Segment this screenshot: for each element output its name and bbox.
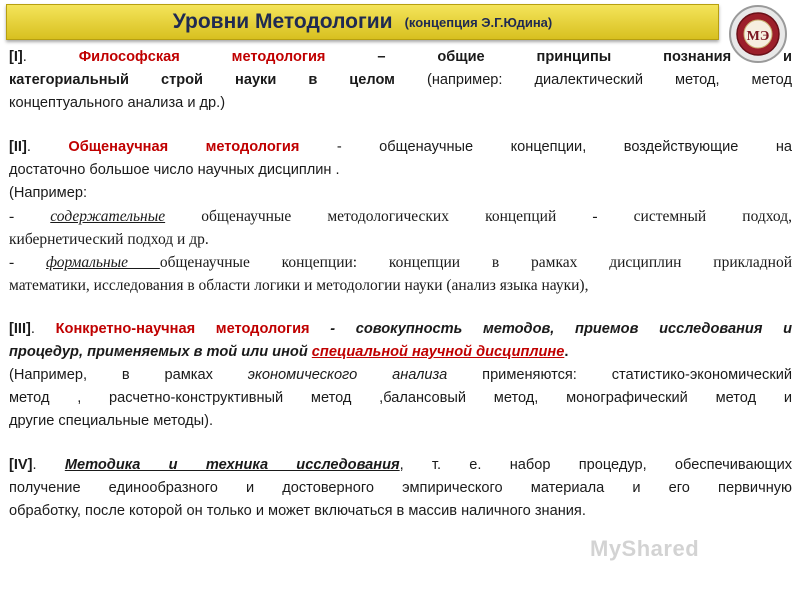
level-2-item-1-line-2: кибернетический подход и др. <box>9 231 209 248</box>
level-1-def-2: категориальный строй науки в целом <box>9 72 395 88</box>
level-3-example-2: метод , расчетно-конструктивный метод ,балансовый метод, монографический метод и <box>9 390 792 406</box>
level-2-def-2: достаточно большое число научных дисциплин . <box>9 162 340 178</box>
level-2-example-label: (Например: <box>9 185 88 201</box>
level-4-sep: . <box>32 457 65 473</box>
level-4-def-3: обработку, после которой он только и может включаться в массив наличного знания. <box>9 503 586 519</box>
level-4-def-1: , т. е. набор процедур, обеспечивающих <box>399 457 793 473</box>
level-3-number: [III] <box>9 321 31 337</box>
level-1-def-1: – общие принципы познания и <box>325 49 793 65</box>
level-4-number: [IV] <box>9 457 33 473</box>
level-3-discipline: специальной научной дисциплине <box>311 344 565 360</box>
page-title: Уровни Методологии <box>172 10 393 33</box>
level-2-name: Общенаучная методология <box>68 139 300 155</box>
level-1-example-1: (например: диалектический метод, метод <box>394 72 792 88</box>
level-3-def-2: процедур, применяемых в той или иной <box>9 344 312 360</box>
level-1-number: [I] <box>9 49 23 65</box>
level-2-item-1-dash: - <box>9 208 51 225</box>
level-3-name: Конкретно-научная методология <box>55 321 310 337</box>
level-2-item-2-line-2: математики, исследования в области логики и методологии науки (анализ языка науки), <box>9 277 589 294</box>
level-1-name: Философская методология <box>78 49 326 65</box>
title-banner <box>6 4 719 40</box>
level-2-item-1-kind: содержательные <box>50 208 166 225</box>
watermark: MyShared <box>590 536 700 561</box>
level-2-item-2-dash: - <box>9 254 46 271</box>
level-3-example-analysis: экономического анализа <box>247 367 448 383</box>
level-4-name: етодика и техника исследования <box>76 457 400 473</box>
level-4-name-initial: М <box>64 457 77 473</box>
level-2: [II]. Общенаучная методология - общенаучные концепции, воздействующие на достаточно большое число научных дисциплин . (Например: - содержательные общенаучные методологических концепций - системный подход, кибернетический подход и др. - формальные общенаучные концепции: концепции в рамках дисциплин прикладной математики, исследования в области логики и методологии науки (анализ языка науки), <box>9 139 792 294</box>
level-3-def-1: - совокупность методов, приемов исследования и <box>309 321 793 337</box>
level-2-number: [II] <box>9 139 27 155</box>
level-3-example-1a: (Например, в рамках <box>9 367 248 383</box>
page-subtitle: (концепция Э.Г.Юдина) <box>404 14 553 30</box>
level-3-def-2-end: . <box>564 344 569 360</box>
level-2-item-2-kind: формальные <box>45 254 160 271</box>
level-3-example-1c: применяются: статистико-экономический <box>447 367 793 383</box>
level-1: [I]. Философская методология – общие принципы познания и категориальный строй науки в целом (например: диалектический метод, метод концептуального анализа и др.) <box>9 49 793 111</box>
level-3: [III]. Конкретно-научная методология - совокупность методов, приемов исследования и процедур, применяемых в той или иной специальной научной дисциплине. (Например, в рамках экономического анализа применяются: статистико-экономический метод , расчетно-конструктивный метод ,балансовый метод, монографический метод и другие специальные методы). <box>9 321 793 429</box>
level-4 <box>9 454 792 523</box>
level-3-example-3: другие специальные методы). <box>9 413 214 429</box>
emblem-monogram: МЭ <box>746 29 770 44</box>
level-1-example-2: концептуального анализа и др.) <box>9 95 226 111</box>
level-2-item-1-rest: общенаучные методологических концепций - системный подход, <box>165 208 792 225</box>
level-2-def-1: - общенаучные концепции, воздействующие на <box>299 139 792 155</box>
level-4-def-2: получение единообразного и достоверного эмпирического материала и его первичную <box>9 480 792 496</box>
level-2-item-2-rest: общенаучные концепции: концепции в рамках дисциплин прикладной <box>159 254 792 271</box>
levels-content <box>9 46 792 544</box>
